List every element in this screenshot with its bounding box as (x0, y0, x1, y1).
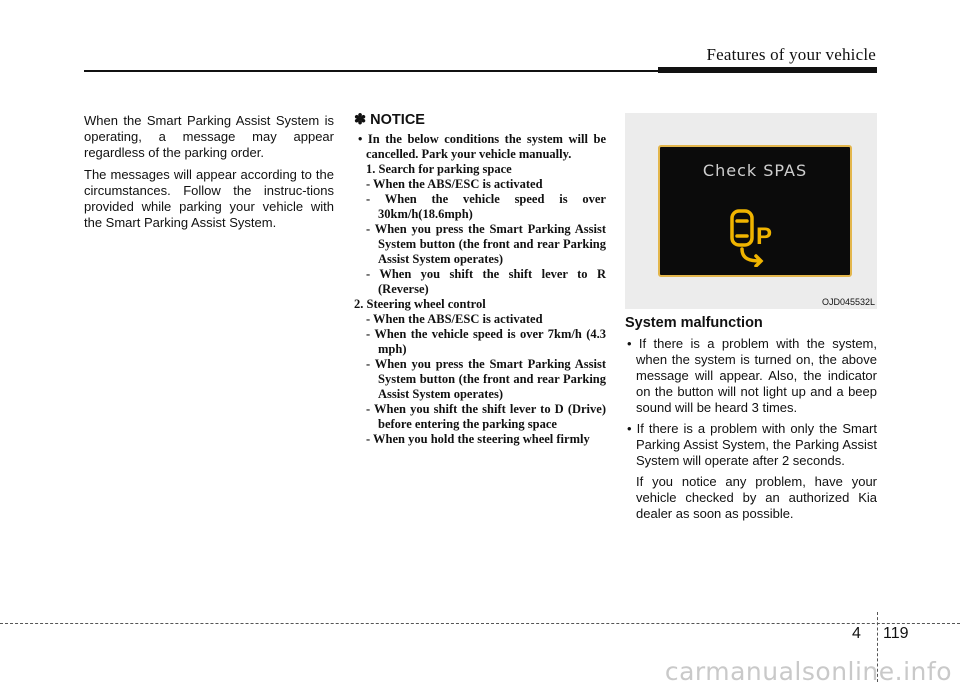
chapter-number: 4 (852, 625, 861, 642)
notice-list-item: - When you press the Smart Parking Assist System button (the front and rear Parking Assist System operates) (366, 357, 606, 401)
notice-list (354, 132, 606, 447)
intro-text (84, 113, 334, 237)
notice-list-item: - When you hold the steering wheel firmly (366, 432, 590, 446)
header-rule (84, 70, 658, 72)
watermark: carmanualsonline.info (664, 657, 952, 686)
display-message: Check SPAS (702, 161, 808, 180)
cluster-display-figure (625, 113, 877, 309)
notice-list-item: - When the vehicle speed is over 30km/h(18.6mph) (366, 192, 606, 221)
page-header-title: Features of your vehicle (706, 45, 876, 64)
notice-list-item: 2. Steering wheel control (354, 297, 486, 311)
notice-list-item: - When you press the Smart Parking Assist System button (the front and rear Parking Assist System operates) (366, 222, 606, 266)
figure-code: OJD045532L (821, 297, 875, 307)
malf-list-item: • If there is a problem with only the Smart Parking Assist System, the Parking Assist System will operate after 2 seconds. (627, 421, 877, 468)
notice-list-item: - When you shift the shift lever to D (Drive) before entering the parking space (366, 402, 606, 431)
notice-list-item: - When you shift the shift lever to R (Reverse) (366, 267, 606, 296)
parking-letter: P (756, 223, 773, 250)
notice-list-item: - When the ABS/ESC is activated (366, 312, 543, 326)
malf-list-item: • If there is a problem with the system, when the system is turned on, the above message will appear. Also, the indicator on the button will not light up and a beep sound will be heard 3 times. (627, 336, 877, 415)
footer-rule (0, 623, 960, 624)
malf-list-item: If you notice any problem, have your vehicle checked by an authorized Kia dealer as soon as possible. (636, 474, 877, 521)
notice-list-item: - When the ABS/ESC is activated (366, 177, 543, 191)
notice-list-item: - When the vehicle speed is over 7km/h (4.3 mph) (366, 327, 606, 356)
notice-list-item: 1. Search for parking space (366, 162, 512, 176)
intro-paragraph: When the Smart Parking Assist System is operating, a message may appear regardless of the parking order. (84, 113, 334, 160)
notice-title: ✽ NOTICE (354, 112, 425, 128)
header-rule-accent (658, 67, 877, 73)
parking-assist-icon (728, 205, 788, 267)
page-number: 119 (883, 625, 909, 642)
intro-paragraph: The messages will appear according to the circumstances. Follow the instruc-tions provided while parking your vehicle with the Smart Parking Assist System. (84, 167, 334, 230)
section-heading: System malfunction (625, 315, 763, 331)
notice-list-item: • In the below conditions the system will be cancelled. Park your vehicle manually. (358, 132, 606, 161)
cluster-display (658, 145, 852, 277)
notice-box (354, 112, 606, 447)
malfunction-list (625, 336, 877, 522)
